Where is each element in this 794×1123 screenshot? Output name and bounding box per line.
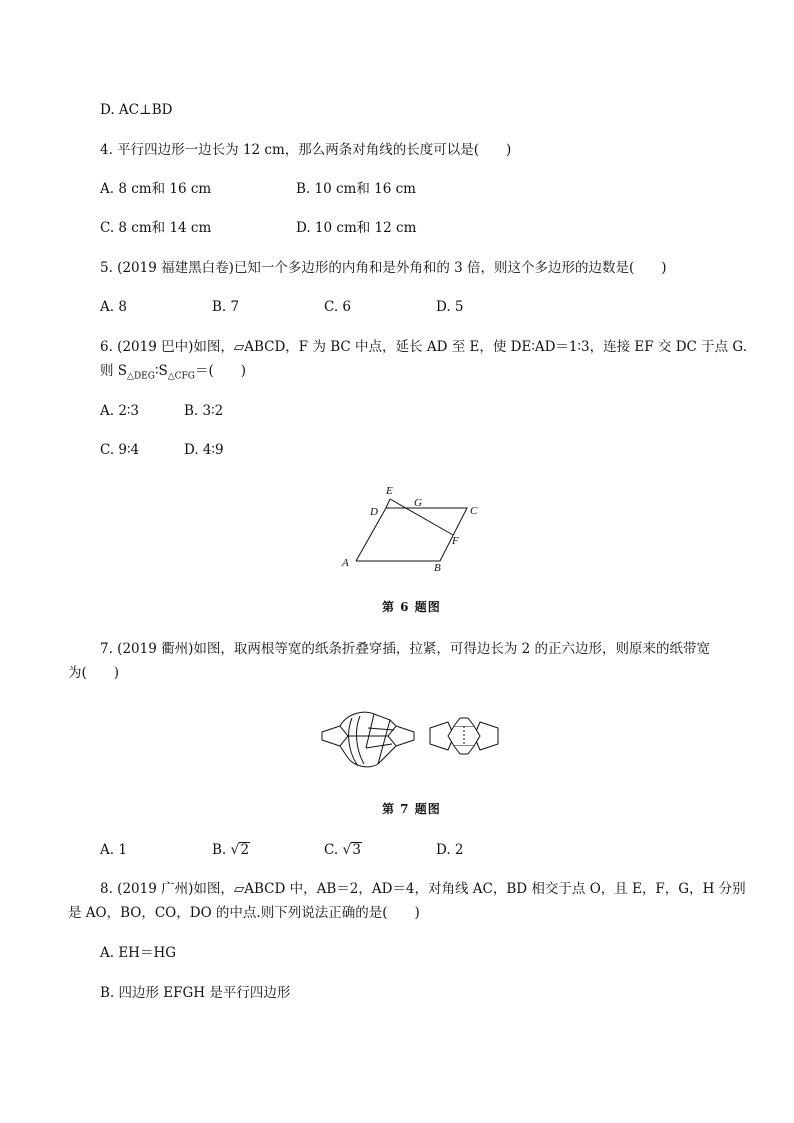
- q6-parallelogram-figure: [330, 478, 490, 578]
- sqrt-icon: √: [342, 842, 352, 858]
- q6-stem-line1: 6. (2019 巴中)如图，▱ABCD，F 为 BC 中点，延长 AD 至 E，使 DE∶AD＝1∶3，连接 EF 交 DC 于点 G.: [100, 339, 748, 355]
- q4-option-b: B. 10 cm和 16 cm: [296, 181, 416, 197]
- q8-option-a: A. EH＝HG: [100, 945, 177, 961]
- q5-option-c: C. 6: [324, 299, 352, 315]
- q5-option-d: D. 5: [436, 299, 464, 315]
- q4-option-a: A. 8 cm和 16 cm: [100, 181, 212, 197]
- q7-option-d: D. 2: [436, 842, 464, 858]
- q7-option-a: A. 1: [100, 842, 127, 858]
- q3-option-d: D. AC⊥BD: [100, 102, 173, 118]
- q7-stem-line2: 为( ): [68, 665, 120, 681]
- q7-option-b: B. √2: [212, 842, 250, 858]
- label-b: B: [434, 562, 441, 574]
- label-c: C: [470, 505, 478, 517]
- q8-option-b: B. 四边形 EFGH 是平行四边形: [100, 985, 291, 1001]
- q5-stem: 5. (2019 福建黑白卷)已知一个多边形的内角和是外角和的 3 倍，则这个多边形的边数是( ): [100, 260, 667, 276]
- q6-option-a: A. 2∶3: [100, 403, 140, 419]
- label-d: D: [370, 506, 378, 518]
- q7-stem-line1: 7. (2019 衢州)如图，取两根等宽的纸条折叠穿插，拉紧，可得边长为 2 的正六边形，则原来的纸带宽: [100, 641, 711, 657]
- hex-strip-top: [454, 718, 474, 726]
- q6-option-c: C. 9∶4: [100, 442, 140, 458]
- label-g: G: [414, 497, 422, 509]
- segment-de: [386, 499, 390, 508]
- q5-option-a: A. 8: [100, 299, 127, 315]
- q7-option-c: C. √3: [324, 842, 361, 858]
- q7-figure-caption: 第 7 题图: [382, 802, 441, 816]
- q8-stem-line2: 是 AO，BO，CO，DO 的中点.则下列说法正确的是( ): [68, 905, 420, 921]
- q6-option-d: D. 4∶9: [184, 442, 224, 458]
- q8-stem-line1: 8. (2019 广州)如图，▱ABCD 中，AB＝2，AD＝4，对角线 AC，BD 相交于点 O，且 E，F，G，H 分别: [100, 881, 746, 897]
- q6-figure-caption: 第 6 题图: [382, 600, 441, 614]
- q4-stem: 4. 平行四边形一边长为 12 cm，那么两条对角线的长度可以是( ): [100, 142, 512, 158]
- q6-option-b: B. 3∶2: [184, 403, 224, 419]
- hex-strip-bottom: [454, 746, 474, 754]
- label-e: E: [386, 485, 393, 497]
- q4-option-d: D. 10 cm和 12 cm: [296, 220, 417, 236]
- label-f: F: [452, 535, 459, 547]
- label-a: A: [342, 557, 349, 569]
- q6-stem-line2: 则 $S_{\triangle DEG}∶S_{\triangle CFG}=$( ): [100, 363, 247, 382]
- q4-option-c: C. 8 cm和 14 cm: [100, 220, 212, 236]
- sqrt-icon: √: [230, 842, 240, 858]
- q5-option-b: B. 7: [212, 299, 240, 315]
- q7-paper-strips-figure: [318, 708, 504, 774]
